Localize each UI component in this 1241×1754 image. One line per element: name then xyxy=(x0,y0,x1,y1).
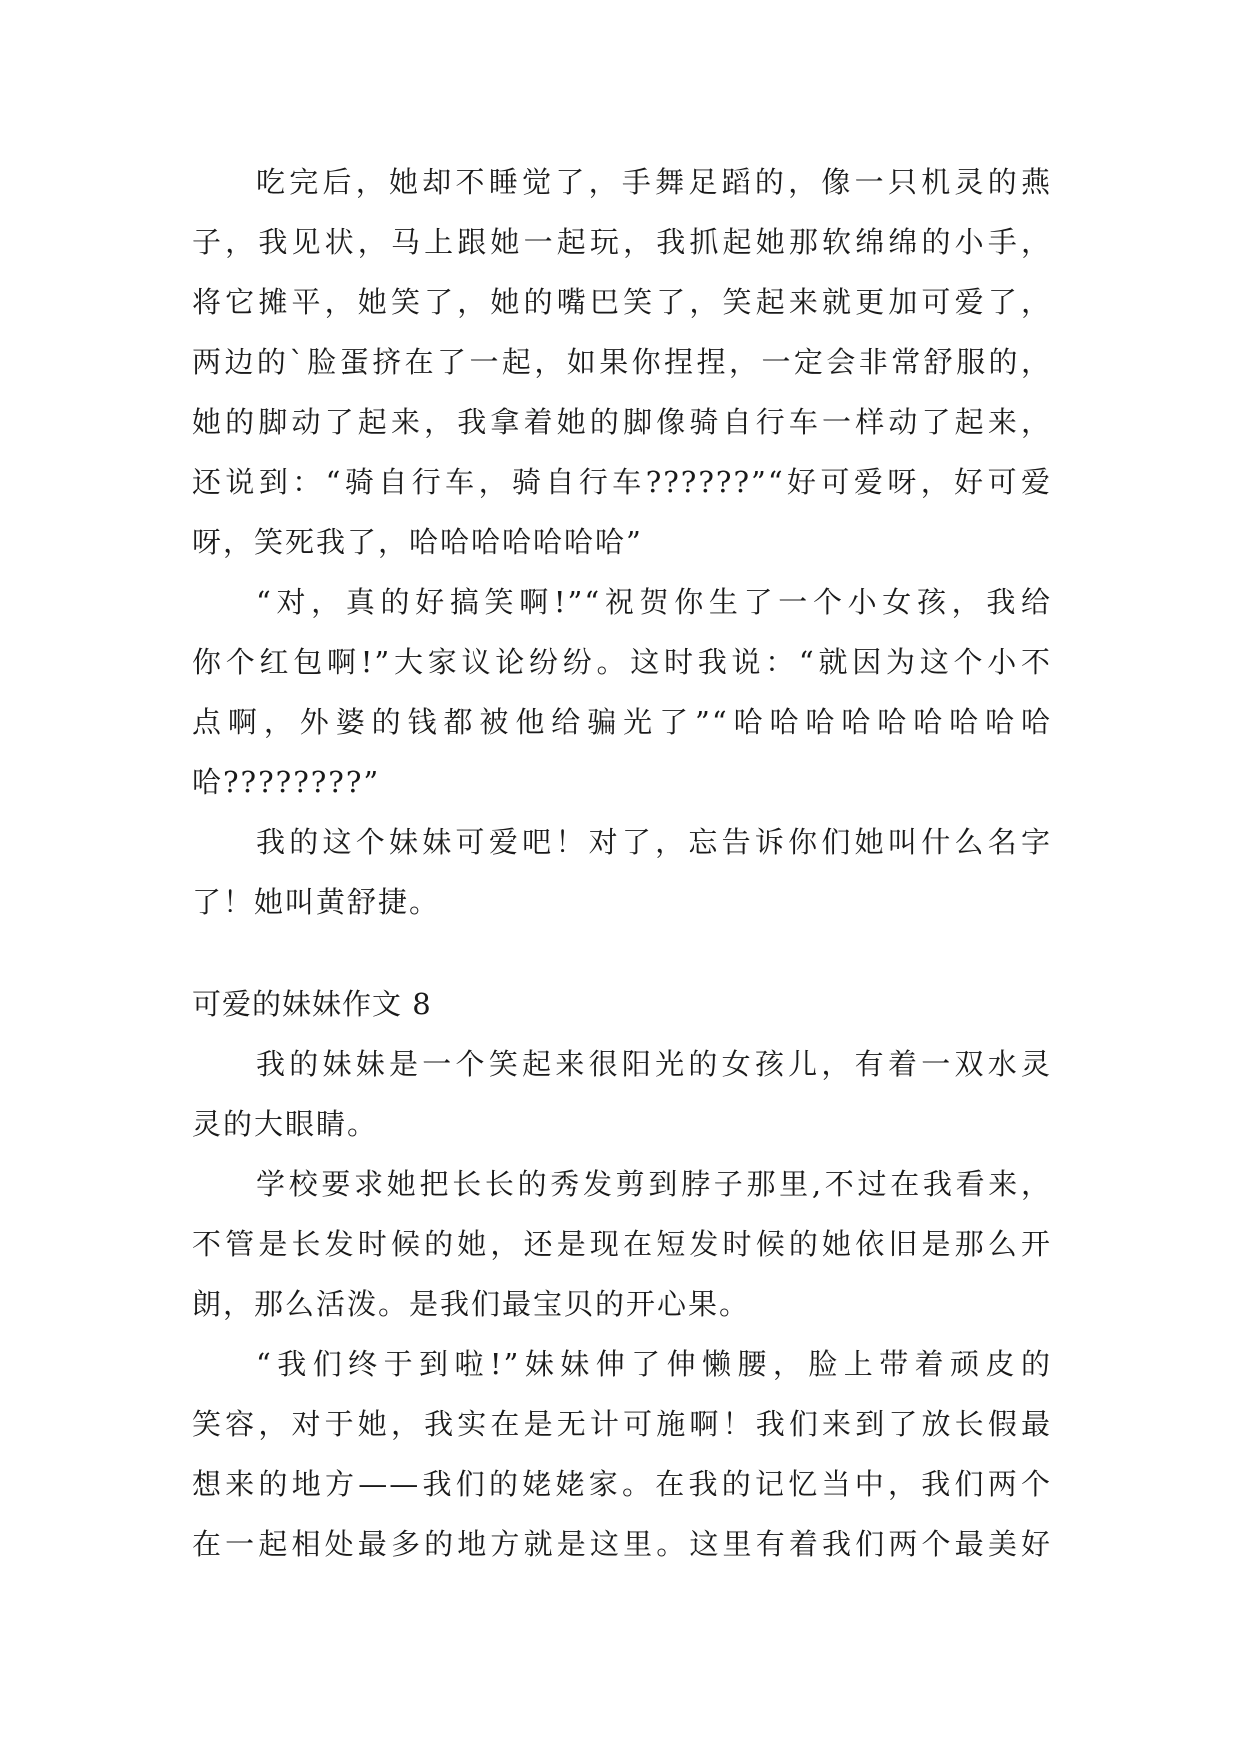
paragraph-line: 笑容，对于她，我实在是无计可施啊！我们来到了放长假最 xyxy=(192,1407,1052,1441)
paragraph-line: 两边的`脸蛋挤在了一起，如果你捏捏，一定会非常舒服的， xyxy=(192,345,1052,379)
section-heading: 可爱的妹妹作文 8 xyxy=(192,987,432,1021)
paragraph-line: “我们终于到啦!”妹妹伸了伸懒腰，脸上带着顽皮的 xyxy=(256,1347,1052,1381)
paragraph-line: 不管是长发时候的她，还是现在短发时候的她依旧是那么开 xyxy=(192,1227,1052,1261)
paragraph-line: 我的这个妹妹可爱吧！对了，忘告诉你们她叫什么名字 xyxy=(256,825,1052,859)
paragraph-line: 吃完后，她却不睡觉了，手舞足蹈的，像一只机灵的燕 xyxy=(256,165,1052,199)
paragraph-line: 我的妹妹是一个笑起来很阳光的女孩儿，有着一双水灵 xyxy=(256,1047,1052,1081)
paragraph-line: 点啊，外婆的钱都被他给骗光了”“哈哈哈哈哈哈哈哈哈 xyxy=(192,705,1052,739)
paragraph-line: 灵的大眼睛。 xyxy=(192,1107,379,1141)
paragraph-line: 她的脚动了起来，我拿着她的脚像骑自行车一样动了起来， xyxy=(192,405,1052,439)
paragraph-line: 了！她叫黄舒捷。 xyxy=(192,885,441,919)
paragraph-line: 想来的地方——我们的姥姥家。在我的记忆当中，我们两个 xyxy=(192,1467,1052,1501)
paragraph-line: 将它摊平，她笑了，她的嘴巴笑了，笑起来就更加可爱了， xyxy=(192,285,1052,319)
paragraph-line: 还说到：“骑自行车，骑自行车??????”“好可爱呀，好可爱 xyxy=(192,465,1052,499)
paragraph-line: 学校要求她把长长的秀发剪到脖子那里,不过在我看来， xyxy=(256,1167,1052,1201)
paragraph-line: 在一起相处最多的地方就是这里。这里有着我们两个最美好 xyxy=(192,1527,1052,1561)
paragraph-line: 朗，那么活泼。是我们最宝贝的开心果。 xyxy=(192,1287,751,1321)
paragraph-line: 子，我见状，马上跟她一起玩，我抓起她那软绵绵的小手， xyxy=(192,225,1052,259)
paragraph-line: 你个红包啊!”大家议论纷纷。这时我说：“就因为这个小不 xyxy=(192,645,1052,679)
paragraph-line: 呀，笑死我了，哈哈哈哈哈哈哈” xyxy=(192,525,643,559)
paragraph-line: “对，真的好搞笑啊!”“祝贺你生了一个小女孩，我给 xyxy=(256,585,1052,619)
paragraph-line: 哈????????” xyxy=(192,765,381,799)
